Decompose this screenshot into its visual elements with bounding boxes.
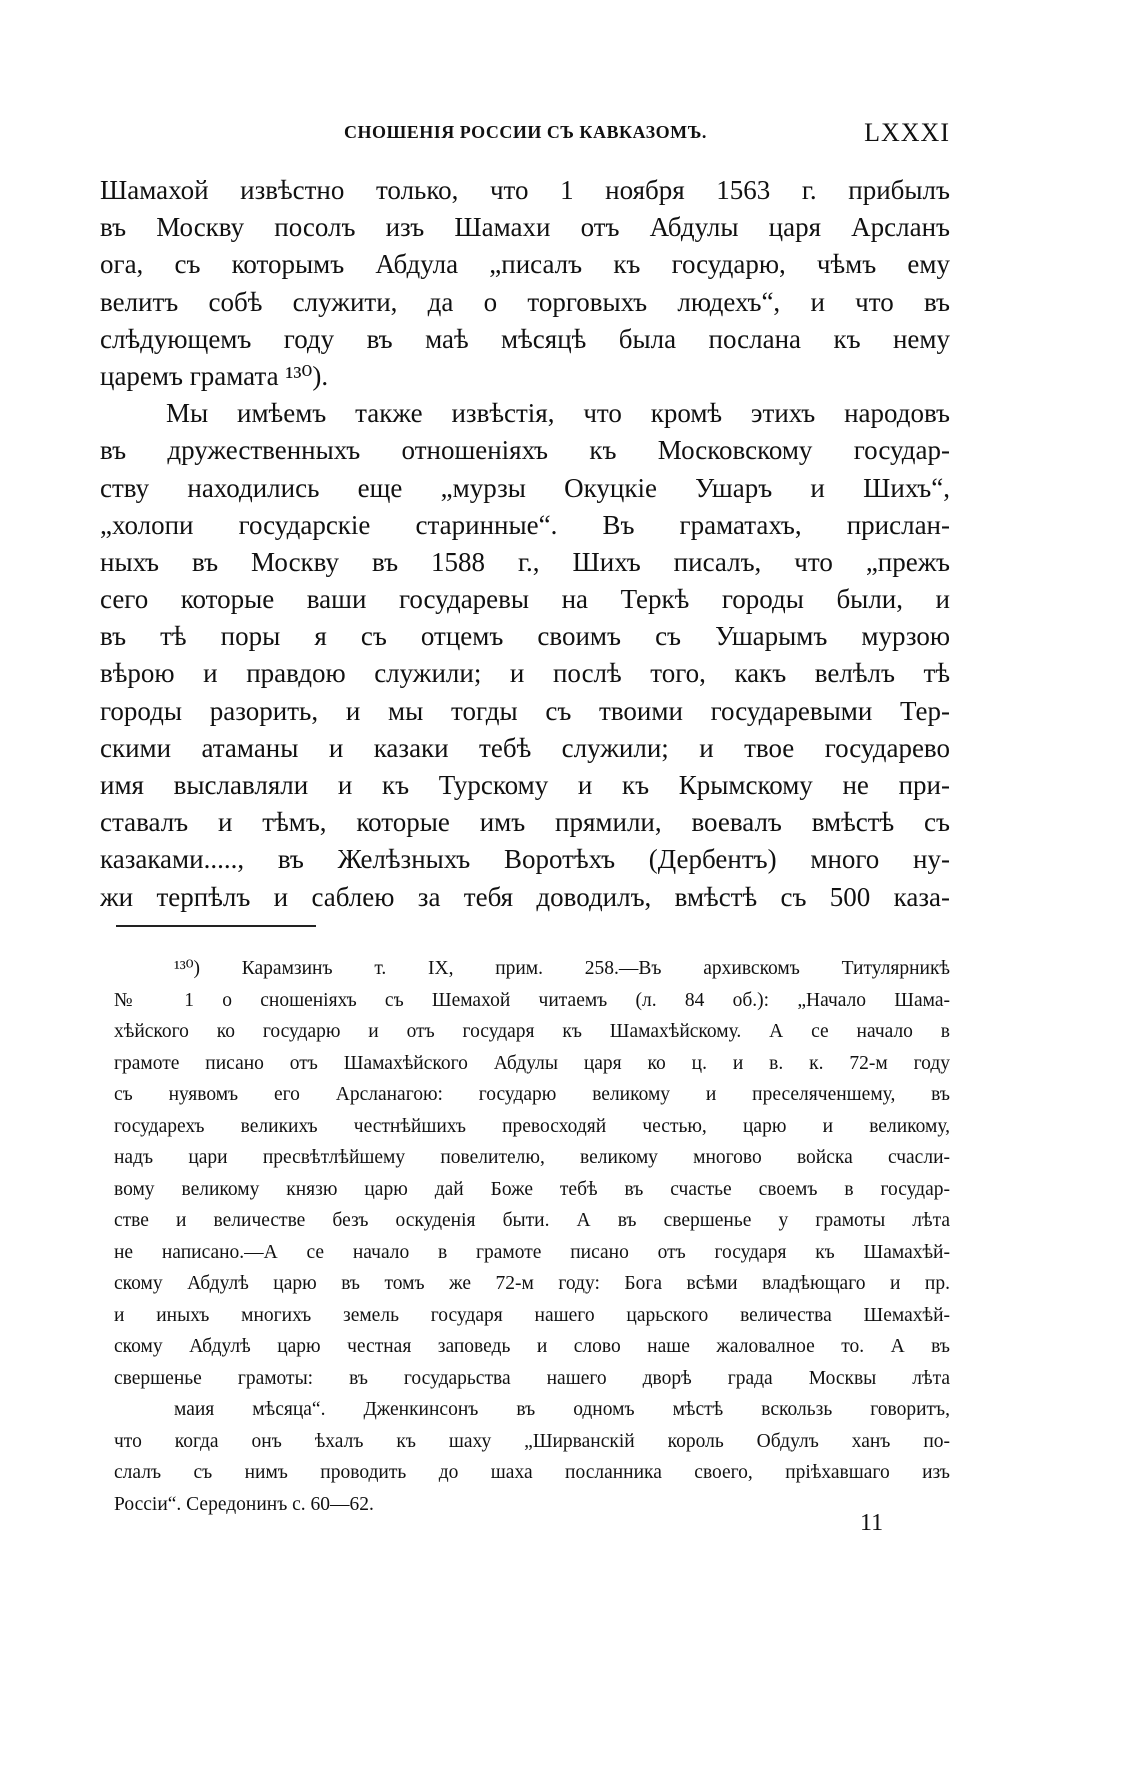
page-number-roman: LXXXI [864,118,950,147]
footnote-line: свершенье грамоты: въ государьства нашего дворѣ града Москвы лѣта [114,1367,950,1389]
text-line: жи терпѣлъ и саблею за тебя доводилъ, вмѣстѣ съ 500 каза- [100,881,950,912]
text-line: велитъ собѣ служити, да о торговыхъ людехъ“, и что въ [100,286,950,317]
text-line: ога, съ которымъ Абдула „писалъ къ государю, чѣмъ ему [100,249,950,280]
text-line: скими атаманы и казаки тебѣ служили; и твое государево [100,732,950,763]
footnote [114,953,950,1520]
footnote-line: скому Абдулѣ царю въ томъ же 72-м году: Бога всѣми владѣющаго и пр. [114,1273,950,1294]
footnote-line: государехъ великихъ честнѣйшихъ превосходяй честью, царю и великому, [114,1115,950,1137]
text-line: вѣрою и правдою служили; и послѣ того, какъ велѣлъ тѣ [100,658,950,689]
text-line: Мы имѣемъ также извѣстія, что кромѣ этихъ народовъ [166,398,950,429]
footnote-line: № 1 о сношеніяхъ съ Шемахой читаемъ (л. 84 об.): „Начало Шама- [114,989,950,1011]
footnote-line: скому Абдулѣ царю честная заповедь и слово наше жаловалное то. А въ [114,1336,950,1357]
footnote-line: грамоте писано отъ Шамахѣйского Абдулы царя ко ц. и в. к. 72-м году [114,1052,950,1074]
text-line: Шамахой извѣстно только, что 1 ноября 1563 г. прибылъ [100,175,950,205]
running-title: СНОШЕНІЯ РОССИИ СЪ КАВКАЗОМЪ. [344,122,707,142]
footnote-line: что когда онъ ѣхалъ къ шаху „Ширванскій король Обдулъ ханъ по- [114,1430,950,1452]
text-line: ству находились еще „мурзы Окуцкіе Ушаръ и Шихъ“, [100,472,950,503]
footnote-line: надъ цари пресвѣтлѣйшему повелителю, великому многово войска счасли- [114,1147,950,1168]
page-header [100,118,950,158]
footnote-line: хѣйского ко государю и отъ государя къ Шамахѣйскому. А се начало в [114,1021,950,1042]
footnote-line: Россіи“. Середонинъ с. 60—62. [114,1493,374,1515]
text-line: царемъ грамата ¹³⁰). [100,360,329,391]
footnote-line: вому великому князю царю дай Боже тебѣ въ счастье своемъ в государ- [114,1178,950,1200]
footnote-line: съ нуявомъ его Арсланагою: государю великому и преселяченшему, въ [114,1084,950,1105]
text-line: сего которые ваши государевы на Теркѣ городы были, и [100,584,950,615]
footnote-line: стве и величестве безъ оскуденія быти. А въ свершенье у грамоты лѣта [114,1210,950,1231]
text-line: имя выславляли и къ Турскому и къ Крымскому не при- [100,770,950,800]
footnote-line: слалъ съ нимъ проводить до шаха посланника своего, пріѣхавшаго изъ [114,1462,950,1483]
footnote-marker: ¹³⁰) [174,958,201,979]
text-line: слѣдующемъ году въ маѣ мѣсяцѣ была послана къ нему [100,323,950,354]
footnote-line: и иныхъ многихъ земель государя нашего царьского величества Шемахѣй- [114,1304,950,1326]
text-line: ныхъ въ Москву въ 1588 г., Шихъ писалъ, что „прежъ [100,546,950,577]
signature-number: 11 [860,1510,884,1536]
footnote-line: маия мѣсяца“. Дженкинсонъ въ одномъ мѣстѣ вскользь говоритъ, [174,1399,950,1420]
text-line: ставалъ и тѣмъ, которые имъ прямили, воевалъ вмѣстѣ съ [100,807,950,838]
text-line: „холопи государскіе старинные“. Въ граматахъ, прислан- [100,509,950,540]
text-line: городы разорить, и мы тогды съ твоими государевыми Тер- [100,695,950,726]
footnote-line: не написано.—А се начало в грамоте писано отъ государя къ Шамахѣй- [114,1241,950,1263]
footnote-text: Карамзинъ т. IX, прим. 258.—Въ архивскомъ Титулярникѣ [241,958,950,979]
footnote-line [114,953,950,985]
main-text [100,172,950,916]
footnote-rule [116,925,316,927]
text-line: въ дружественныхъ отношеніяхъ къ Московскому государ- [100,435,950,466]
text-line: въ Москву посолъ изъ Шамахи отъ Абдулы царя Арсланъ [100,212,950,243]
text-line: казаками....., въ Желѣзныхъ Воротѣхъ (Дербентъ) много ну- [100,844,950,875]
text-line: въ тѣ поры я съ отцемъ своимъ съ Ушарымъ мурзою [100,621,950,652]
